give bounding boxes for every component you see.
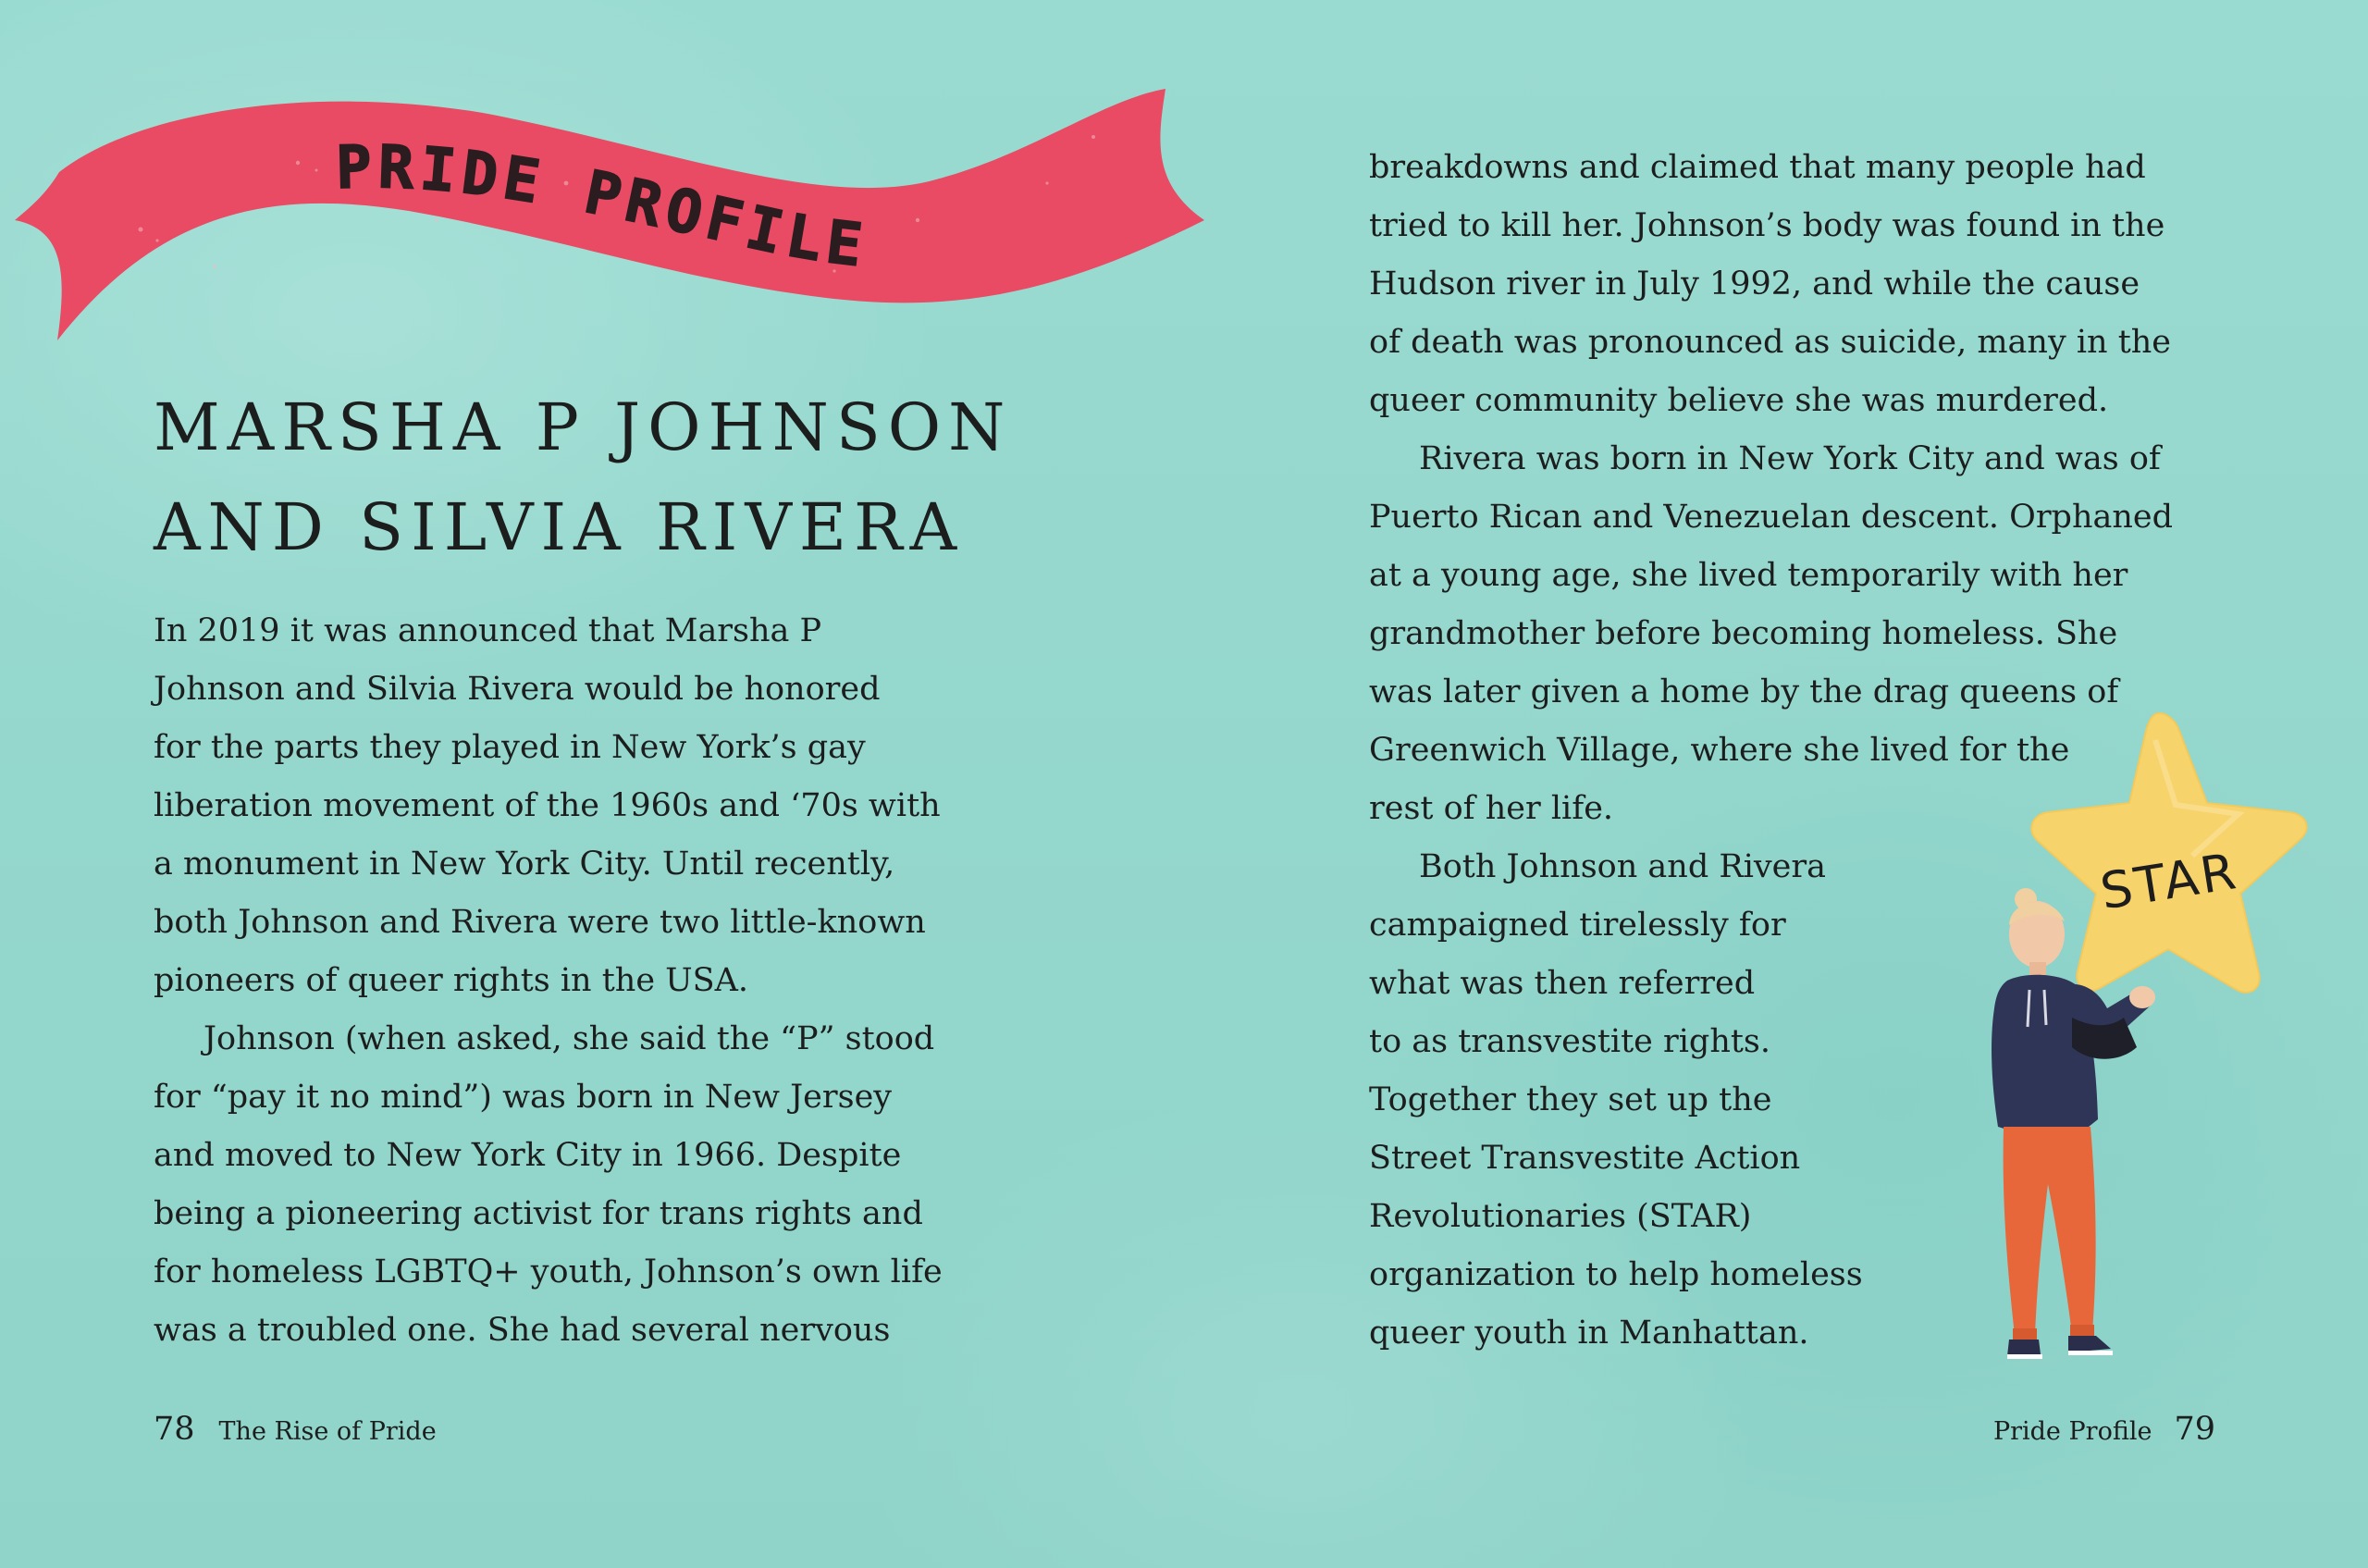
body-line: Street Transvestite Action <box>1369 1140 1801 1177</box>
body-line: In 2019 it was announced that Marsha P <box>154 612 822 649</box>
body-line: Puerto Rican and Venezuelan descent. Orphaned <box>1369 499 2174 536</box>
body-line: rest of her life. <box>1369 790 1614 827</box>
running-footer-label: The Rise of Pride <box>218 1417 437 1446</box>
body-line: tried to kill her. Johnson’s body was found in the <box>1369 207 2165 244</box>
body-line: queer youth in Manhattan. <box>1369 1315 1809 1352</box>
running-footer-label: Pride Profile <box>1992 1417 2152 1446</box>
body-line: Together they set up the <box>1369 1081 1772 1118</box>
body-line: of death was pronounced as suicide, many in the <box>1369 324 2172 361</box>
footer-left <box>154 1411 437 1448</box>
body-line: to as transvestite rights. <box>1369 1023 1771 1060</box>
body-line: liberation movement of the 1960s and ‘70s with <box>154 787 941 824</box>
body-line: Revolutionaries (STAR) <box>1369 1198 1752 1235</box>
pride-profile-banner <box>11 81 1214 359</box>
title-line-1: MARSHA P JOHNSON <box>154 389 1013 465</box>
footer-right <box>1993 1411 2215 1448</box>
body-line: campaigned tirelessly for <box>1369 907 1786 944</box>
body-line: was later given a home by the drag queens of <box>1369 673 2119 710</box>
body-line: for homeless LGBTQ+ youth, Johnson’s own life <box>154 1253 943 1290</box>
body-line: Johnson (when asked, she said the “P” stood <box>204 1020 935 1057</box>
body-line: pioneers of queer rights in the USA. <box>154 962 749 999</box>
title-line-2: AND SILVIA RIVERA <box>154 489 965 565</box>
page-number: 79 <box>2174 1411 2215 1448</box>
body-line: was a troubled one. She had several nervous <box>154 1312 891 1349</box>
body-line: being a pioneering activist for trans rights and <box>154 1195 923 1232</box>
banner-title: PRIDE PROFILE <box>335 133 871 281</box>
body-line: both Johnson and Rivera were two little-known <box>154 904 926 941</box>
person-holding-star-illustration <box>1933 703 2331 1378</box>
body-line: what was then referred <box>1369 965 1756 1002</box>
body-line: Both Johnson and Rivera <box>1419 848 1826 885</box>
body-line: Rivera was born in New York City and was of <box>1419 440 2161 477</box>
body-line: and moved to New York City in 1966. Despite <box>154 1137 902 1174</box>
body-line: for the parts they played in New York’s gay <box>154 729 866 766</box>
body-line: queer community believe she was murdered. <box>1369 382 2109 419</box>
left-column-body <box>154 602 943 1360</box>
body-line: at a young age, she lived temporarily with her <box>1369 557 2128 594</box>
body-line: organization to help homeless <box>1369 1256 1863 1293</box>
body-line: Greenwich Village, where she lived for the <box>1369 732 2070 769</box>
body-line: grandmother before becoming homeless. She <box>1369 615 2118 652</box>
body-line: a monument in New York City. Until recently, <box>154 846 895 883</box>
body-line: Johnson and Silvia Rivera would be honored <box>154 671 881 708</box>
body-line: for “pay it no mind”) was born in New Jersey <box>154 1079 893 1116</box>
body-line: breakdowns and claimed that many people had <box>1369 149 2146 186</box>
article-title <box>154 377 1079 577</box>
page-number: 78 <box>154 1411 195 1448</box>
body-line: Hudson river in July 1992, and while the cause <box>1369 265 2140 302</box>
star-label: STAR <box>2096 841 2243 921</box>
